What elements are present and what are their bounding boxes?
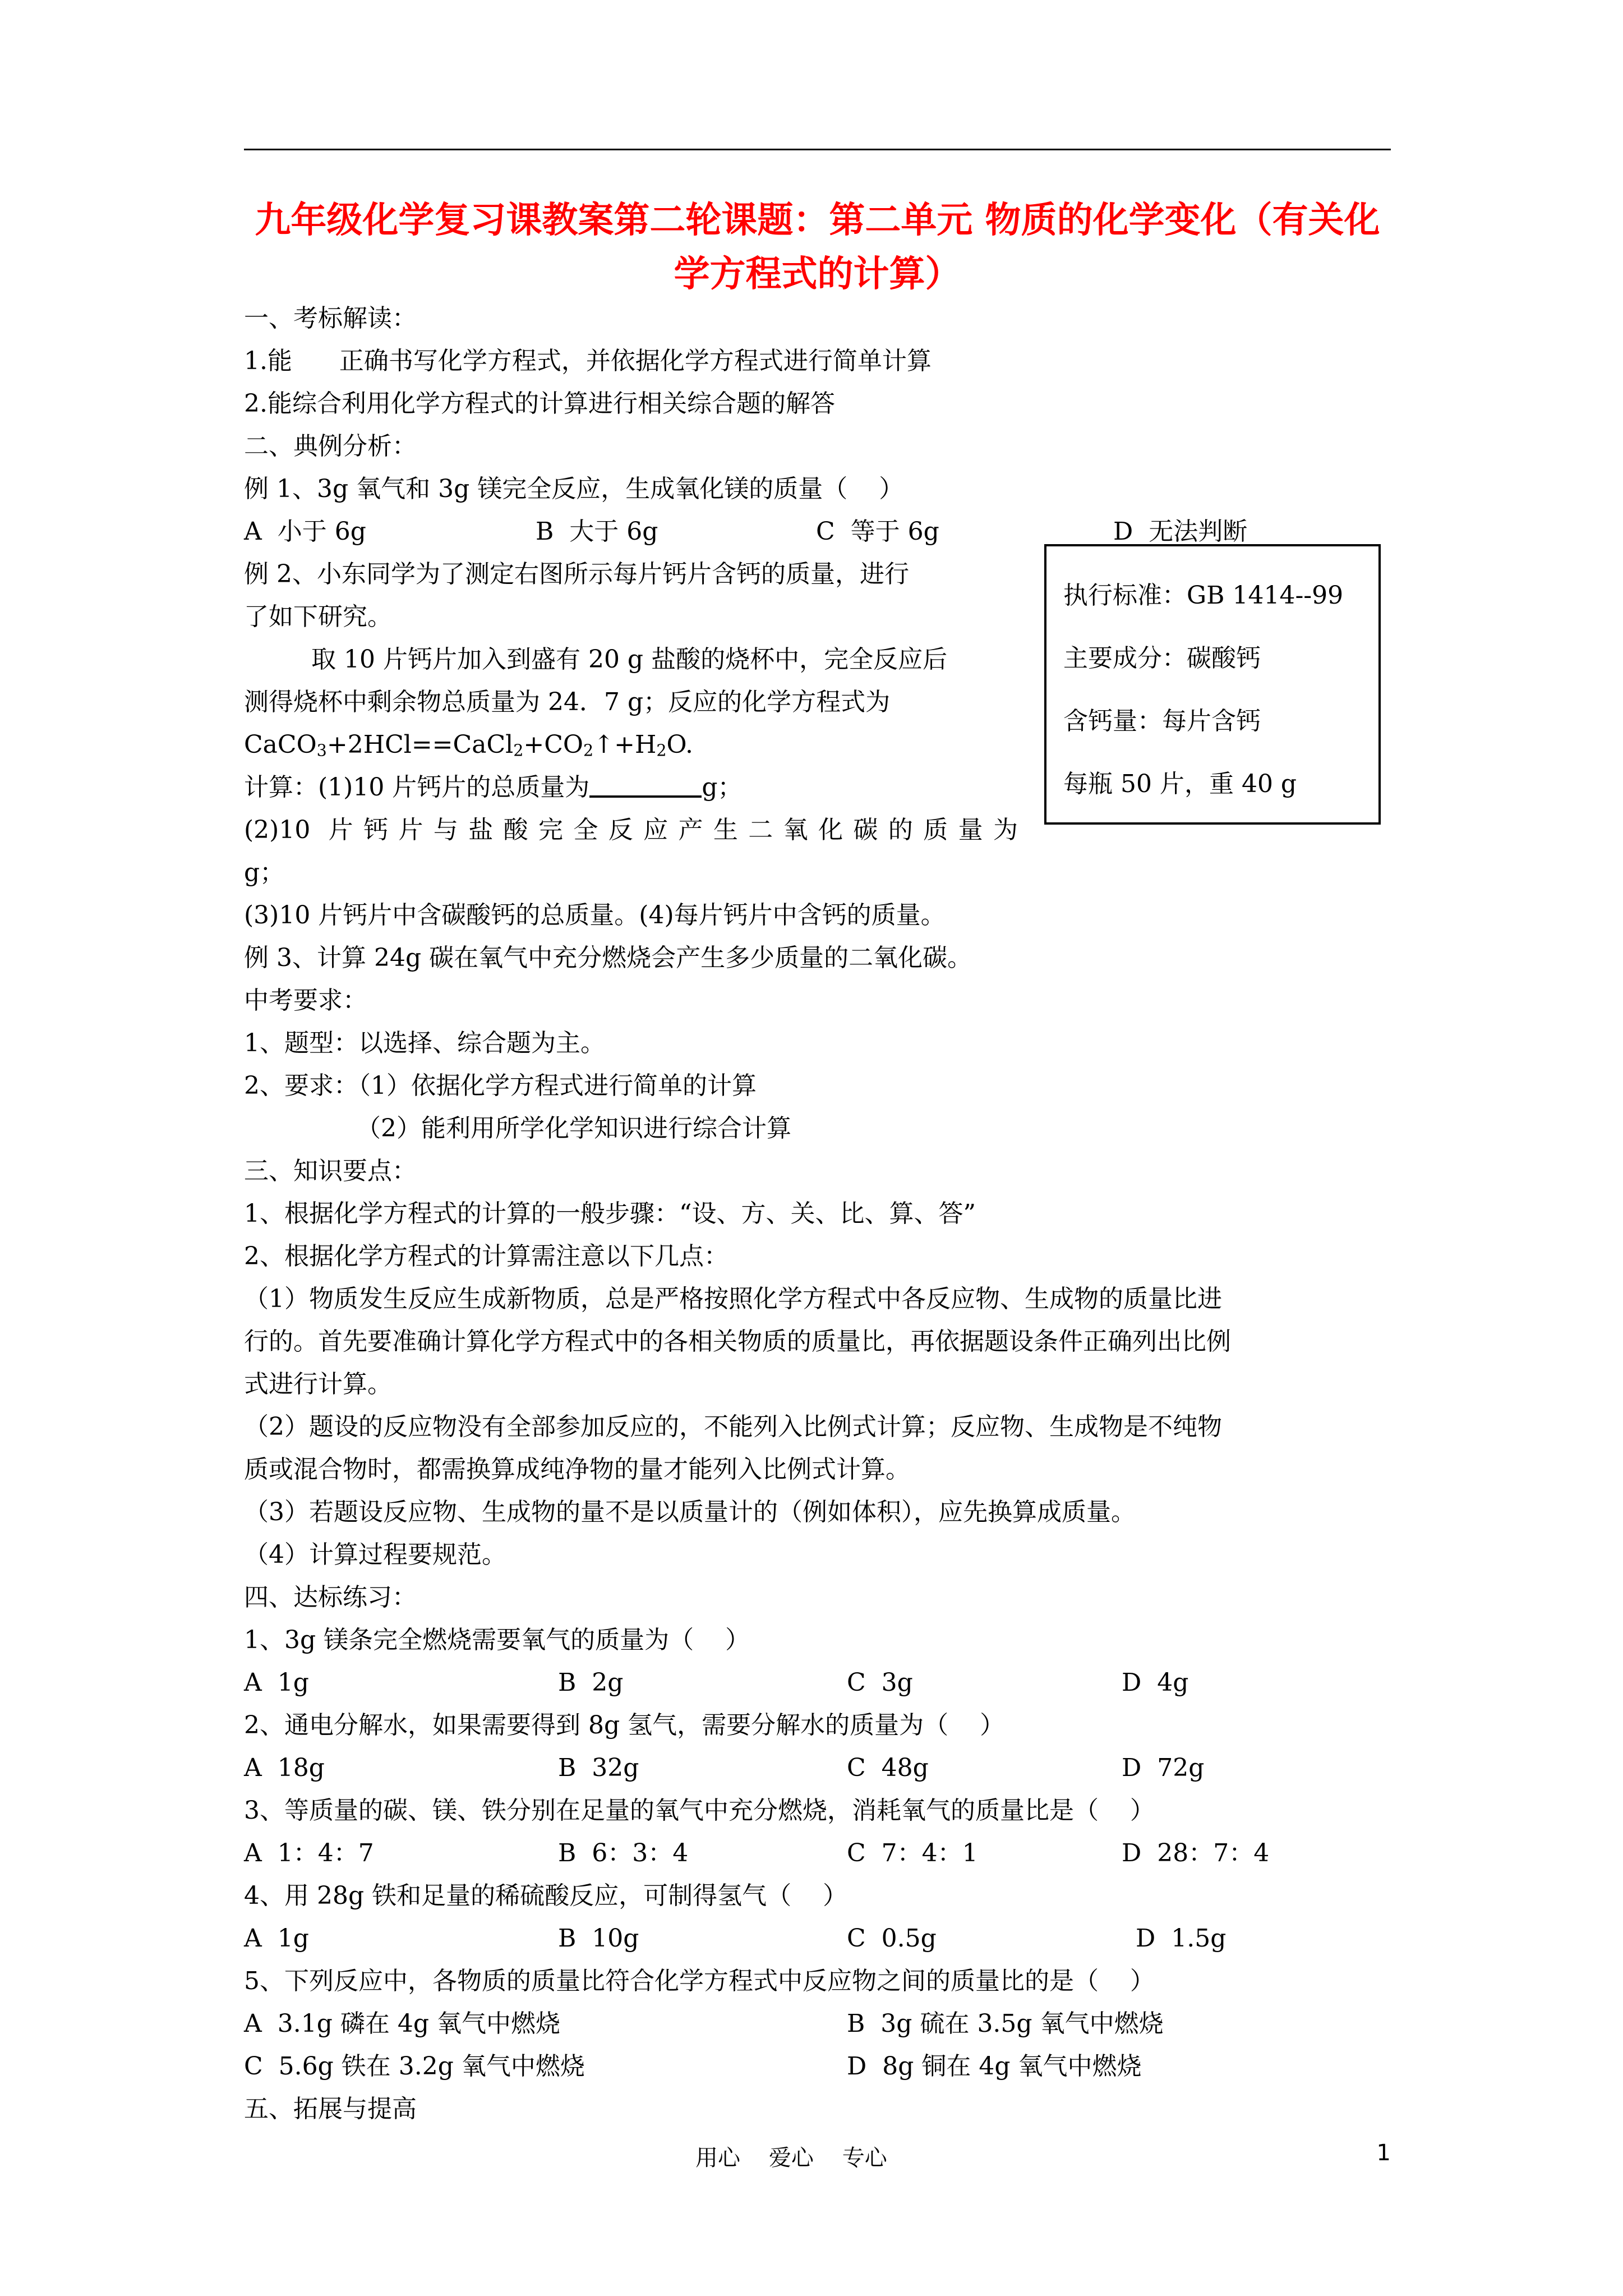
key-point: 2、根据化学方程式的计算需注意以下几点：: [244, 1242, 728, 1271]
option-d: D 4g: [1122, 1668, 1189, 1697]
question-1: 计算：(1)10 片钙片的总质量为 g；: [244, 766, 1018, 809]
practice-question: 4、用 28g 铁和足量的稀硫酸反应，可制得氢气（ ）: [244, 1881, 848, 1910]
option-b: B 3g 硫在 3.5g 氧气中燃烧: [847, 2009, 1164, 2038]
practice-options: [244, 1747, 1391, 1789]
example-1: 例 1、3g 氧气和 3g 镁完全反应，生成氧化镁的质量（ ）: [244, 475, 904, 503]
page-number: 1: [1376, 2140, 1391, 2166]
example-2-line: 了如下研究。: [244, 602, 392, 631]
key-point-text: （2）题设的反应物没有全部参加反应的，不能列入比例式计算；反应物、生成物是不纯物: [244, 1412, 1222, 1441]
section-heading: 一、考标解读：: [244, 304, 417, 333]
practice-options: [244, 1662, 1391, 1704]
option-a: A 1：4：7: [244, 1839, 374, 1867]
option-b: B 10g: [558, 1924, 639, 1953]
option-b: B 2g: [558, 1668, 624, 1697]
objective-1: 1.能 正确书写化学方程式，并依据化学方程式进行简单计算: [244, 347, 932, 375]
question-2: (2)10 片钙片与盐酸完全反应产生二氧化碳的质量为: [244, 816, 1018, 844]
option-a: A 1g: [244, 1668, 309, 1697]
spec-package: 每瓶 50 片，重 40 g: [1063, 770, 1297, 798]
exam-requirement: 2、要求：（1）依据化学方程式进行简单的计算: [244, 1071, 757, 1100]
example-3: 例 3、计算 24g 碳在氧气中充分燃烧会产生多少质量的二氧化碳。: [244, 944, 972, 972]
option-d: D 无法判断: [1113, 517, 1248, 546]
option-c: C 0.5g: [847, 1924, 937, 1953]
example-2-line: 例 2、小东同学为了测定右图所示每片钙片含钙的质量，进行: [244, 560, 909, 588]
example-2-line: 取 10 片钙片加入到盛有 20 g 盐酸的烧杯中，完全反应后: [311, 645, 948, 674]
practice-options: [244, 2003, 1391, 2045]
spec-calcium-content: 含钙量：每片含钙: [1063, 707, 1261, 735]
section-heading: 三、知识要点：: [244, 1157, 417, 1185]
objective-2: 2.能综合利用化学方程式的计算进行相关综合题的解答: [244, 389, 835, 418]
practice-question: 2、通电分解水，如果需要得到 8g 氢气，需要分解水的质量为（ ）: [244, 1711, 1005, 1740]
chemical-equation: $CaCO_3+2HCl==CaCl_2+CO_2↑+H_2O$.: [244, 730, 693, 760]
option-a: A 1g: [244, 1924, 309, 1953]
practice-question: 1、3g 镁条完全燃烧需要氧气的质量为（ ）: [244, 1626, 750, 1654]
key-point-text: （1）物质发生反应生成新物质，总是严格按照化学方程式中各反应物、生成物的质量比进: [244, 1285, 1222, 1313]
key-point-text: （4）计算过程要规范。: [244, 1540, 506, 1569]
practice-question: 3、等质量的碳、镁、铁分别在足量的氧气中充分燃烧，消耗氧气的质量比是（ ）: [244, 1796, 1155, 1825]
question-3-4: (3)10 片钙片中含碳酸钙的总质量。(4)每片钙片中含钙的质量。: [244, 901, 946, 930]
exam-requirement: （2）能利用所学化学知识进行综合计算: [356, 1114, 791, 1143]
option-b: B 大于 6g: [536, 517, 658, 546]
page-title: 九年级化学复习课教案第二轮课题：第二单元 物质的化学变化（有关化学方程式的计算）: [255, 199, 1380, 295]
key-point: 1、根据化学方程式的计算的一般步骤：“设、方、关、比、算、答”: [244, 1199, 976, 1228]
header-rule: [244, 149, 1391, 150]
answer-blank[interactable]: [589, 767, 702, 798]
section-heading: 二、典例分析：: [244, 432, 417, 461]
option-c: C 7：4：1: [847, 1839, 978, 1867]
practice-options: [244, 1917, 1391, 1960]
option-d: D 72g: [1122, 1754, 1205, 1782]
option-c: C 48g: [847, 1754, 929, 1782]
product-label-box: [1044, 544, 1381, 825]
practice-options: [244, 2045, 1391, 2088]
option-d: D 8g 铜在 4g 氧气中燃烧: [847, 2052, 1142, 2081]
option-a: A 3.1g 磷在 4g 氧气中燃烧: [244, 2009, 561, 2038]
example-2-line: 测得烧杯中剩余物总质量为 24．7 g；反应的化学方程式为: [244, 688, 891, 716]
spec-ingredient: 主要成分：碳酸钙: [1063, 644, 1261, 673]
option-c: C 5.6g 铁在 3.2g 氧气中燃烧: [244, 2052, 585, 2081]
key-point-text: 式进行计算。: [244, 1370, 392, 1398]
option-c: C 等于 6g: [816, 517, 939, 546]
option-d: D 1.5g: [1136, 1924, 1227, 1953]
option-b: B 6：3：4: [558, 1839, 689, 1867]
exam-requirement: 1、题型：以选择、综合题为主。: [244, 1029, 605, 1057]
key-point-text: 质或混合物时，都需换算成纯净物的量才能列入比例式计算。: [244, 1455, 910, 1484]
section-heading: 四、达标练习：: [244, 1583, 417, 1612]
key-point-text: （3）若题设反应物、生成物的量不是以质量计的（例如体积），应先换算成质量。: [244, 1498, 1136, 1526]
option-a: A 18g: [244, 1754, 325, 1782]
spec-standard: 执行标准：GB 1414--99: [1063, 581, 1344, 610]
practice-question: 5、下列反应中，各物质的质量比符合化学方程式中反应物之间的质量比的是（ ）: [244, 1967, 1155, 1995]
practice-options: [244, 1832, 1391, 1875]
key-point-text: 行的。首先要准确计算化学方程式中的各相关物质的质量比，再依据题设条件正确列出比例: [244, 1327, 1231, 1356]
question-2-unit: g；: [244, 858, 285, 887]
option-a: A 小于 6g: [244, 517, 366, 546]
section-heading: 五、拓展与提高: [244, 2095, 417, 2123]
exam-requirements-heading: 中考要求：: [244, 986, 367, 1015]
footer-slogan: 用心 爱心 专心: [695, 2145, 887, 2171]
option-b: B 32g: [558, 1754, 639, 1782]
option-c: C 3g: [847, 1668, 913, 1697]
option-d: D 28：7：4: [1122, 1839, 1270, 1867]
